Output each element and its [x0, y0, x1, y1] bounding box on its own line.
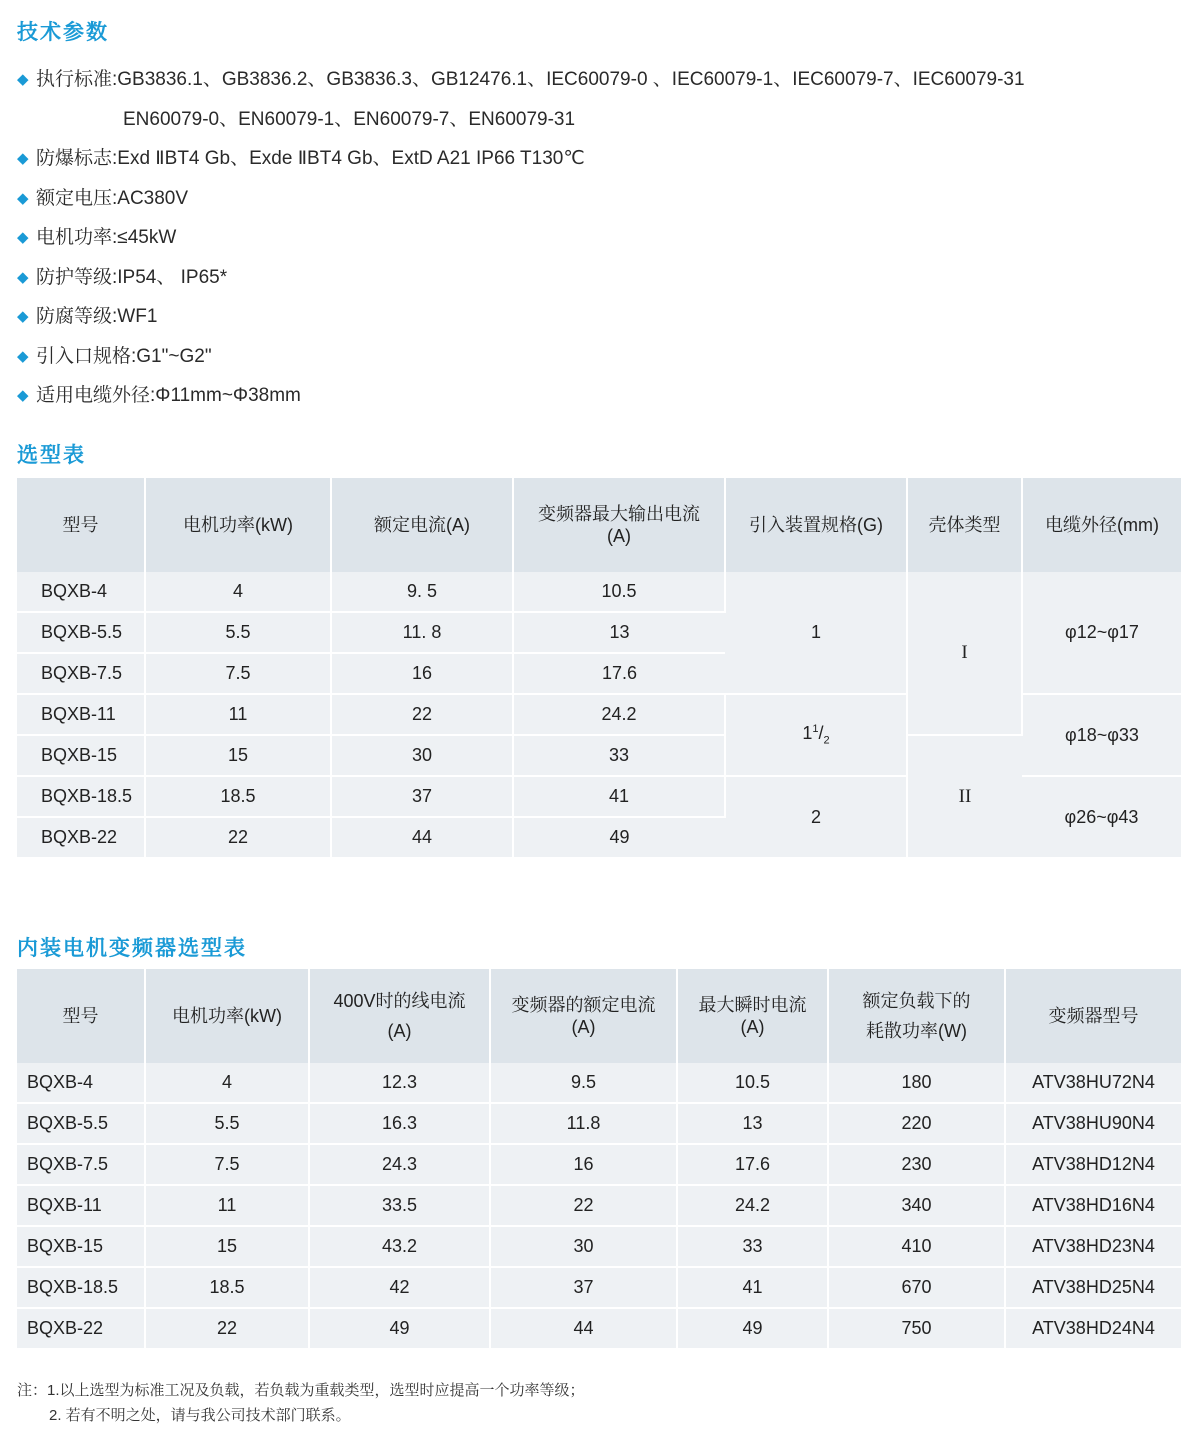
cell-dissipation: 670 [828, 1267, 1005, 1308]
col-header: 变频器的额定电流 (A) [490, 969, 677, 1063]
col-header: 变频器型号 [1005, 969, 1181, 1063]
cell-power: 7.5 [145, 653, 331, 694]
spec-item-cable: ◆ 适用电缆外径: Φ11mm~Φ38mm [17, 376, 1177, 416]
cell-rated-current: 30 [490, 1226, 677, 1267]
cell-model: BQXB-5.5 [17, 1103, 145, 1144]
cell-max-current: 49 [513, 817, 725, 858]
inverter-table-title: 内装电机变频器选型表 [17, 937, 247, 960]
spec-item-ex-mark: ◆ 防爆标志: Exd ⅡBT4 Gb、Exde ⅡBT4 Gb、ExtD A21 IP66 T130℃ [17, 139, 1177, 179]
cell-line-current: 16.3 [309, 1103, 490, 1144]
cell-peak-current: 10.5 [677, 1063, 828, 1103]
cell-max-current: 17.6 [513, 653, 725, 694]
spec-item-voltage: ◆ 额定电压: AC380V [17, 179, 1177, 219]
cell-power: 22 [145, 1308, 309, 1349]
col-header: 电机功率(kW) [145, 969, 309, 1063]
cell-power: 15 [145, 1226, 309, 1267]
cell-rated-current: 16 [490, 1144, 677, 1185]
table-row [17, 1144, 1181, 1185]
spec-list [17, 60, 1177, 416]
cell-dissipation: 750 [828, 1308, 1005, 1349]
cell-model: BQXB-7.5 [17, 653, 145, 694]
cell-entry-g: 1 [725, 572, 907, 694]
table-header-row [17, 969, 1181, 1063]
cell-line-current: 42 [309, 1267, 490, 1308]
cell-inverter-model: ATV38HD16N4 [1005, 1185, 1181, 1226]
cell-power: 18.5 [145, 776, 331, 817]
cell-max-current: 10.5 [513, 572, 725, 612]
cell-inverter-model: ATV38HD24N4 [1005, 1308, 1181, 1349]
col-header: 额定电流(A) [331, 478, 513, 572]
cell-rated-current: 11.8 [490, 1103, 677, 1144]
cell-dissipation: 230 [828, 1144, 1005, 1185]
col-header: 额定负载下的 耗散功率(W) [828, 969, 1005, 1063]
spec-item-standard-cont: EN60079-0、EN60079-1、EN60079-7、EN60079-31 [123, 108, 576, 130]
table-row [17, 1185, 1181, 1226]
cell-rated-current: 9.5 [490, 1063, 677, 1103]
cell-current: 44 [331, 817, 513, 858]
cell-model: BQXB-18.5 [17, 776, 145, 817]
cell-power: 22 [145, 817, 331, 858]
cell-model: BQXB-11 [17, 1185, 145, 1226]
cell-current: 11. 8 [331, 612, 513, 653]
cell-model: BQXB-4 [17, 1063, 145, 1103]
inverter-table [17, 969, 1181, 1350]
diamond-bullet-icon: ◆ [17, 308, 29, 325]
cell-peak-current: 33 [677, 1226, 828, 1267]
cell-model: BQXB-22 [17, 817, 145, 858]
col-header: 壳体类型 [907, 478, 1022, 572]
cell-dissipation: 220 [828, 1103, 1005, 1144]
diamond-bullet-icon: ◆ [17, 268, 29, 286]
cell-inverter-model: ATV38HD12N4 [1005, 1144, 1181, 1185]
spec-item-corrosion: ◆ 防腐等级: WF1 [17, 297, 1177, 337]
col-header: 型号 [17, 969, 145, 1063]
table-row [17, 735, 1181, 776]
table-row [17, 572, 1181, 612]
cell-max-current: 33 [513, 735, 725, 776]
cell-line-current: 43.2 [309, 1226, 490, 1267]
spec-item-entry: ◆ 引入口规格: G1"~G2" [17, 337, 1177, 377]
diamond-bullet-icon: ◆ [17, 189, 29, 207]
diamond-bullet-icon: ◆ [17, 347, 29, 365]
cell-cable: φ26~φ43 [1022, 776, 1181, 858]
cell-power: 7.5 [145, 1144, 309, 1185]
col-header: 电缆外径(mm) [1022, 478, 1181, 572]
diamond-bullet-icon: ◆ [17, 229, 29, 246]
diamond-bullet-icon: ◆ [17, 387, 29, 404]
cell-peak-current: 49 [677, 1308, 828, 1349]
cell-entry-g: 2 [725, 776, 907, 858]
cell-current: 9. 5 [331, 572, 513, 612]
cell-model: BQXB-5.5 [17, 612, 145, 653]
cell-power: 11 [145, 694, 331, 735]
cell-power: 11 [145, 1185, 309, 1226]
table-row [17, 1103, 1181, 1144]
selection-table [17, 478, 1181, 859]
cell-line-current: 12.3 [309, 1063, 490, 1103]
cell-current: 30 [331, 735, 513, 776]
spec-item-power: ◆ 电机功率: ≤45kW [17, 218, 1177, 258]
cell-housing: II [907, 735, 1022, 858]
cell-inverter-model: ATV38HD25N4 [1005, 1267, 1181, 1308]
col-header: 型号 [17, 478, 145, 572]
table-row [17, 1308, 1181, 1349]
cell-max-current: 13 [513, 612, 725, 653]
table-row [17, 1267, 1181, 1308]
cell-power: 4 [145, 572, 331, 612]
cell-current: 22 [331, 694, 513, 735]
cell-line-current: 24.3 [309, 1144, 490, 1185]
cell-power: 18.5 [145, 1267, 309, 1308]
cell-power: 15 [145, 735, 331, 776]
spec-item-standard: ◆ 执行标准: GB3836.1、GB3836.2、GB3836.3、GB12476.1、IEC60079-0 、IEC60079-1、IEC60079-7、IEC60079-31 [17, 60, 1177, 100]
cell-dissipation: 410 [828, 1226, 1005, 1267]
cell-entry-g-fraction: $1^1/_2$ [725, 694, 907, 776]
cell-max-current: 41 [513, 776, 725, 817]
col-header: 电机功率(kW) [145, 478, 331, 572]
cell-rated-current: 44 [490, 1308, 677, 1349]
cell-inverter-model: ATV38HU90N4 [1005, 1103, 1181, 1144]
cell-rated-current: 22 [490, 1185, 677, 1226]
cell-rated-current: 37 [490, 1267, 677, 1308]
cell-power: 5.5 [145, 612, 331, 653]
col-header: 400V时的线电流 (A) [309, 969, 490, 1063]
cell-model: BQXB-22 [17, 1308, 145, 1349]
cell-dissipation: 180 [828, 1063, 1005, 1103]
cell-current: 37 [331, 776, 513, 817]
note-2: 2. 若有不明之处，请与我公司技术部门联系。 [49, 1407, 351, 1424]
cell-model: BQXB-4 [17, 572, 145, 612]
spec-item-ip: ◆ 防护等级: IP54、 IP65* [17, 258, 1177, 298]
cell-line-current: 33.5 [309, 1185, 490, 1226]
cell-max-current: 24.2 [513, 694, 725, 735]
cell-housing: I [907, 572, 1022, 735]
cell-power: 5.5 [145, 1103, 309, 1144]
diamond-bullet-icon: ◆ [17, 71, 29, 88]
cell-inverter-model: ATV38HD23N4 [1005, 1226, 1181, 1267]
col-header: 引入装置规格(G) [725, 478, 907, 572]
cell-model: BQXB-7.5 [17, 1144, 145, 1185]
cell-cable: φ18~φ33 [1022, 694, 1181, 776]
cell-peak-current: 24.2 [677, 1185, 828, 1226]
col-header: 最大瞬时电流 (A) [677, 969, 828, 1063]
diamond-bullet-icon: ◆ [17, 150, 29, 167]
selection-table-title: 选型表 [17, 444, 86, 467]
cell-peak-current: 13 [677, 1103, 828, 1144]
cell-model: BQXB-15 [17, 735, 145, 776]
cell-model: BQXB-15 [17, 1226, 145, 1267]
col-header: 变频器最大输出电流 (A) [513, 478, 725, 572]
cell-line-current: 49 [309, 1308, 490, 1349]
cell-inverter-model: ATV38HU72N4 [1005, 1063, 1181, 1103]
cell-peak-current: 17.6 [677, 1144, 828, 1185]
cell-model: BQXB-18.5 [17, 1267, 145, 1308]
note-1: 注：1.以上选型为标准工况及负载，若负载为重载类型，选型时应提高一个功率等级； [17, 1382, 585, 1399]
cell-model: BQXB-11 [17, 694, 145, 735]
table-header-row [17, 478, 1181, 572]
cell-dissipation: 340 [828, 1185, 1005, 1226]
cell-cable: φ12~φ17 [1022, 572, 1181, 694]
table-row [17, 1226, 1181, 1267]
footnotes [17, 1378, 585, 1428]
tech-params-title: 技术参数 [17, 21, 109, 44]
table-row [17, 1063, 1181, 1103]
cell-peak-current: 41 [677, 1267, 828, 1308]
cell-current: 16 [331, 653, 513, 694]
cell-power: 4 [145, 1063, 309, 1103]
